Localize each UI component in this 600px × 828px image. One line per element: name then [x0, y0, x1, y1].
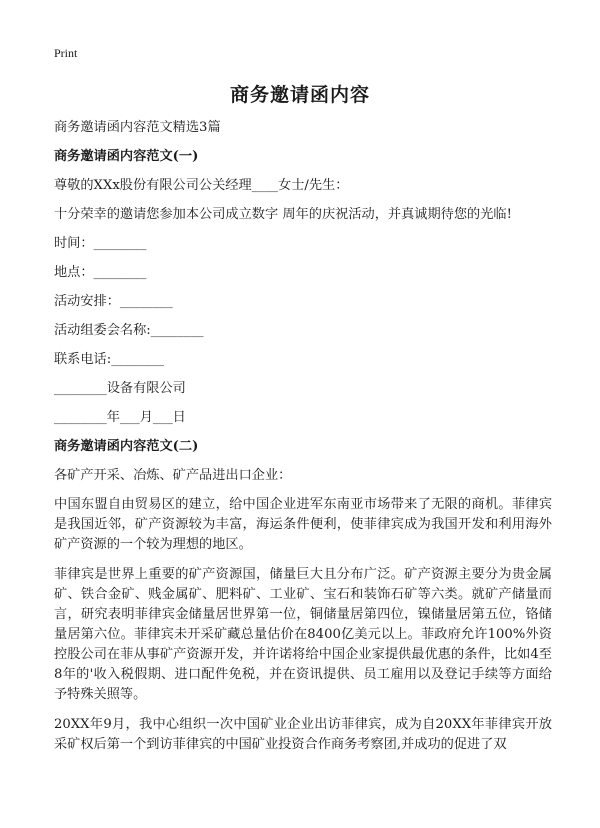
- section2-heading: 商务邀请函内容范文(二): [54, 439, 199, 454]
- print-label[interactable]: Print: [54, 46, 78, 60]
- section1-time: 时间：________: [54, 236, 147, 251]
- section2-greeting: 各矿产开采、冶炼、矿产品进出口企业：: [54, 468, 292, 483]
- section1-heading: 商务邀请函内容范文(一): [54, 149, 199, 164]
- section2-paragraph-3: 20XX年9月，我中心组织一次中国矿业企业出访菲律宾，成为自20XX年菲律宾开放采矿权后第一个到访菲律宾的中国矿业投资合作商务考察团,并成功的促进了双: [54, 717, 552, 752]
- section1-date: ________年___月___日: [54, 410, 186, 425]
- section1-invite: 十分荣幸的邀请您参加本公司成立数字 周年的庆祝活动，并真诚期待您的光临!: [54, 207, 512, 222]
- section1-place: 地点：________: [54, 265, 147, 280]
- section1-company: ________设备有限公司: [54, 381, 186, 396]
- section1-greeting: 尊敬的XXx股份有限公司公关经理____女士/先生：: [54, 178, 349, 193]
- section2-paragraph-1: 中国东盟自由贸易区的建立，给中国企业进军东南亚市场带来了无限的商机。菲律宾是我国近邻，矿产资源较为丰富，海运条件便利，使菲律宾成为我国开发和利用海外矿产资源的一个较为理想的地区。: [54, 497, 552, 552]
- document-body: [54, 118, 552, 765]
- section1-committee: 活动组委会名称:________: [54, 323, 204, 338]
- section1-phone: 联系电话:________: [54, 352, 164, 367]
- section1-schedule: 活动安排：________: [54, 294, 173, 309]
- document-title: 商务邀请函内容: [229, 84, 370, 106]
- section2-paragraph-2: 菲律宾是世界上重要的矿产资源国，储量巨大且分布广泛。矿产资源主要分为贵金属矿、铁合金矿、贱金属矿、肥料矿、工业矿、宝石和装饰石矿等六类。就矿产储量而言，研究表明菲律宾金储量居世界第一位，铜储量居第四位，镍储量居第五位，铬储量居第六位。菲律宾未开采矿藏总量估价在8400亿美元以上。菲政府允许100%外资控股公司在菲从事矿产资源开发，并许诺将给中国企业家提供最优惠的条件，比如4至8年的'收入税假期、进口配件免税，并在资讯提供、员工雇用以及登记手续等方面给予特殊关照等。: [54, 567, 552, 702]
- subtitle: 商务邀请函内容范文精选3篇: [54, 120, 221, 135]
